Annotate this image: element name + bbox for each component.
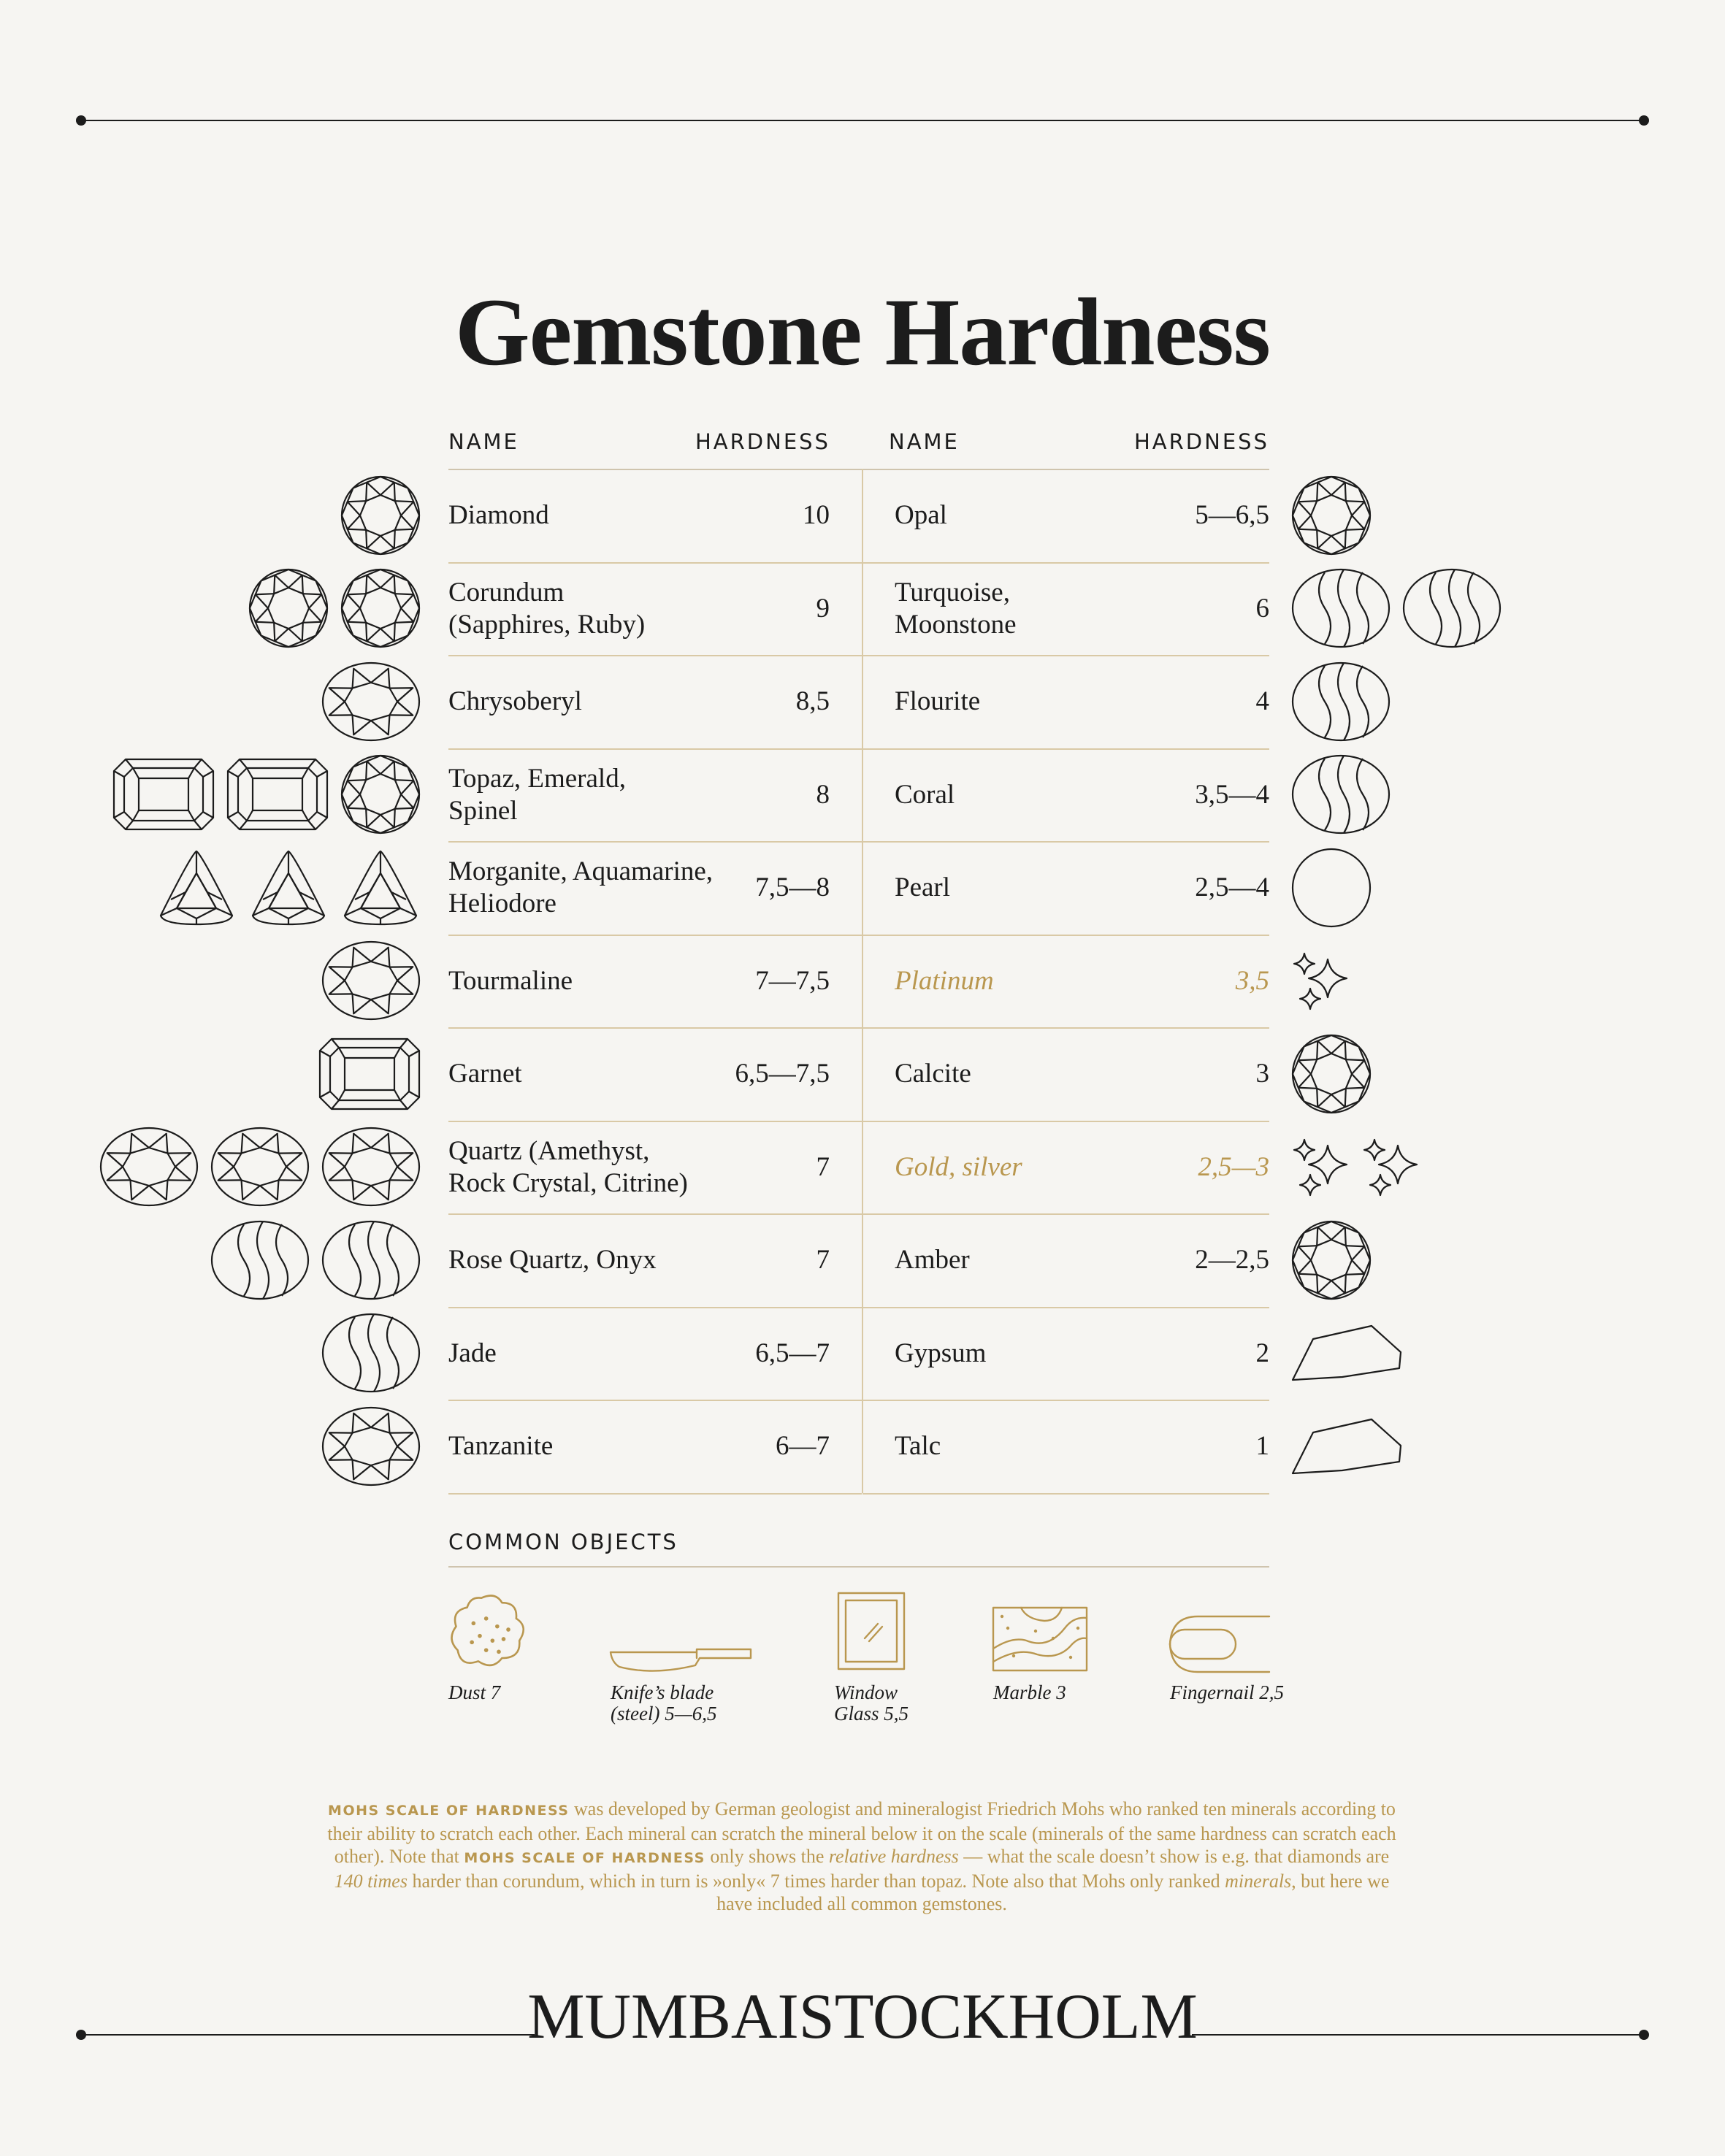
right-row-divider: [862, 935, 1269, 936]
round-brilliant-icon: [340, 568, 421, 648]
right-row-divider: [862, 1121, 1269, 1122]
right-row-hardness: 2,5—4: [1195, 872, 1269, 902]
dust-icon: [448, 1592, 530, 1668]
footnote-em-1: relative hardness: [828, 1846, 959, 1867]
right-row-divider: [862, 841, 1269, 843]
sparkle-icon: [1291, 1134, 1350, 1200]
left-row-hardness: 9: [816, 593, 830, 624]
marble-icon: [992, 1606, 1088, 1672]
round-brilliant-icon: [248, 568, 329, 648]
right-row-divider: [862, 1400, 1269, 1401]
left-row-hardness: 6—7: [776, 1431, 830, 1461]
left-row-hardness: 8: [816, 779, 830, 810]
cabochon-icon: [1402, 568, 1502, 648]
left-name-header: NAME: [448, 429, 519, 454]
right-row-divider: [862, 655, 1269, 656]
left-hardness-header: HARDNESS: [695, 429, 830, 454]
right-row-hardness: 1: [1255, 1431, 1269, 1461]
trillion-cut-icon: [248, 848, 329, 927]
right-row-divider: [862, 1213, 1269, 1215]
left-row-divider: [448, 562, 862, 564]
right-row-hardness: 3,5: [1235, 965, 1269, 996]
footnote-text-2: only shows the: [705, 1846, 829, 1867]
left-row-hardness: 6,5—7,5: [735, 1059, 830, 1089]
left-row-divider: [448, 1400, 862, 1401]
oval-cut-icon: [210, 1127, 310, 1207]
right-row-hardness: 2—2,5: [1195, 1245, 1269, 1275]
right-row-name: Opal: [895, 500, 947, 530]
right-row-hardness: 4: [1255, 686, 1269, 716]
oval-cut-icon: [99, 1127, 199, 1207]
right-row-hardness: 5—6,5: [1195, 500, 1269, 530]
left-row-name: Morganite, Aquamarine, Heliodore: [448, 856, 714, 918]
right-name-header: NAME: [889, 429, 960, 454]
right-row-name: Gypsum: [895, 1338, 987, 1368]
right-row-name: Pearl: [895, 872, 951, 902]
brand-logo: MUMBAISTOCKHOLM: [527, 1982, 1198, 2052]
round-brilliant-icon: [340, 475, 421, 556]
right-row-divider: [862, 1307, 1269, 1308]
right-row-name: Platinum: [895, 965, 994, 996]
left-row-name: Garnet: [448, 1059, 522, 1089]
footnote-text-3: — what the scale doesn’t show is e.g. that diamonds are: [958, 1846, 1390, 1867]
left-row-name: Rose Quartz, Onyx: [448, 1245, 657, 1275]
right-row-hardness: 2: [1255, 1338, 1269, 1368]
cabochon-icon: [210, 1220, 310, 1300]
cabochon-icon: [1291, 568, 1391, 648]
left-row-name: Jade: [448, 1338, 497, 1368]
common-object-label: Fingernail 2,5: [1170, 1681, 1284, 1703]
knife-icon: [609, 1646, 752, 1680]
cabochon-icon: [321, 1220, 421, 1300]
common-objects-divider: [448, 1566, 1269, 1568]
left-row-name: Topaz, Emerald, Spinel: [448, 763, 626, 826]
rough-stone-icon: [1291, 1323, 1402, 1383]
pearl-icon: [1291, 848, 1372, 928]
table-column-divider: [862, 469, 863, 1493]
left-row-name: Diamond: [448, 500, 549, 530]
common-objects-heading: COMMON OBJECTS: [448, 1530, 678, 1554]
oval-cut-icon: [321, 940, 421, 1021]
top-rule: [80, 120, 1646, 121]
left-row-divider: [448, 1121, 862, 1122]
page-title: Gemstone Hardness: [455, 278, 1270, 386]
left-row-name: Corundum (Sapphires, Ruby): [448, 577, 646, 640]
right-row-name: Amber: [895, 1245, 970, 1275]
footnote-text-5: , but here we have included all common gemstones.: [716, 1871, 1390, 1914]
footnote-em-3: minerals: [1225, 1871, 1292, 1892]
oval-cut-icon: [321, 1127, 421, 1207]
right-row-name: Coral: [895, 779, 955, 810]
common-object-label: Marble 3: [993, 1681, 1066, 1703]
left-row-divider: [448, 1213, 862, 1215]
right-row-name: Turquoise, Moonstone: [895, 577, 1017, 640]
left-row-divider: [448, 1493, 862, 1495]
round-brilliant-icon: [340, 754, 421, 835]
footnote-text-1: was developed by German geologist and mineralogist Friedrich Mohs who ranked ten minerals according to their ability to scratch each other. Each mineral can scratch the mineral below it on the scale (minerals of the same hardness can scratch each other). Note that: [327, 1798, 1396, 1867]
trillion-cut-icon: [340, 848, 421, 927]
left-row-hardness: 7: [816, 1245, 830, 1275]
left-row-divider: [448, 841, 862, 843]
right-row-name: Talc: [895, 1431, 941, 1461]
footnote-text-4: harder than corundum, which in turn is »only« 7 times harder than topaz. Note also that Mohs only ranked: [407, 1871, 1225, 1892]
oval-cut-icon: [321, 1406, 421, 1486]
common-object-label: Dust 7: [448, 1681, 501, 1703]
common-object-label: Knife’s blade (steel) 5—6,5: [611, 1681, 717, 1725]
right-row-hardness: 2,5—3: [1198, 1151, 1269, 1182]
left-row-hardness: 7: [816, 1151, 830, 1182]
top-right-dot: [1639, 115, 1649, 126]
left-row-name: Quartz (Amethyst, Rock Crystal, Citrine): [448, 1135, 688, 1198]
right-row-hardness: 6: [1255, 593, 1269, 624]
left-row-hardness: 7—7,5: [755, 965, 830, 996]
right-row-name: Gold, silver: [895, 1151, 1022, 1182]
left-row-name: Chrysoberyl: [448, 686, 582, 716]
right-row-hardness: 3: [1255, 1059, 1269, 1089]
right-row-divider: [862, 562, 1269, 564]
rough-stone-icon: [1291, 1416, 1402, 1476]
right-row-name: Flourite: [895, 686, 981, 716]
left-row-name: Tourmaline: [448, 965, 573, 996]
round-brilliant-icon: [1291, 1034, 1372, 1114]
left-row-hardness: 6,5—7: [755, 1338, 830, 1368]
left-row-hardness: 7,5—8: [755, 872, 830, 902]
left-row-divider: [448, 1307, 862, 1308]
right-row-divider: [862, 748, 1269, 750]
left-row-hardness: 10: [803, 500, 830, 530]
sparkle-icon: [1291, 948, 1350, 1013]
cabochon-icon: [1291, 661, 1391, 742]
right-row-name: Calcite: [895, 1059, 971, 1089]
right-hardness-header: HARDNESS: [1134, 429, 1269, 454]
fingernail-icon: [1169, 1615, 1271, 1673]
left-row-divider: [448, 1027, 862, 1029]
window-icon: [837, 1592, 906, 1670]
right-row-hardness: 3,5—4: [1195, 779, 1269, 810]
footnote-mohs-caps-2: MOHS SCALE OF HARDNESS: [464, 1850, 705, 1866]
round-brilliant-icon: [1291, 1220, 1372, 1300]
emerald-cut-icon: [112, 758, 215, 831]
right-row-divider: [862, 1027, 1269, 1029]
left-row-hardness: 8,5: [795, 686, 830, 716]
left-row-name: Tanzanite: [448, 1431, 554, 1461]
trillion-cut-icon: [156, 848, 237, 927]
common-object-label: Window Glass 5,5: [834, 1681, 909, 1725]
footnote-em-2: 140 times: [334, 1871, 408, 1892]
cabochon-icon: [1291, 754, 1391, 835]
sparkle-icon: [1361, 1134, 1420, 1200]
round-brilliant-icon: [1291, 475, 1372, 556]
cabochon-icon: [321, 1313, 421, 1393]
left-row-divider: [448, 655, 862, 656]
oval-cut-icon: [321, 661, 421, 742]
top-left-dot: [76, 115, 86, 126]
emerald-cut-icon: [318, 1037, 421, 1110]
table-top-rule: [448, 469, 1269, 470]
footnote-mohs-caps-1: MOHS SCALE OF HARDNESS: [328, 1803, 570, 1819]
footnote: [321, 1798, 1402, 1915]
left-row-divider: [448, 748, 862, 750]
right-row-divider: [862, 1493, 1269, 1495]
emerald-cut-icon: [226, 758, 329, 831]
left-row-divider: [448, 935, 862, 936]
